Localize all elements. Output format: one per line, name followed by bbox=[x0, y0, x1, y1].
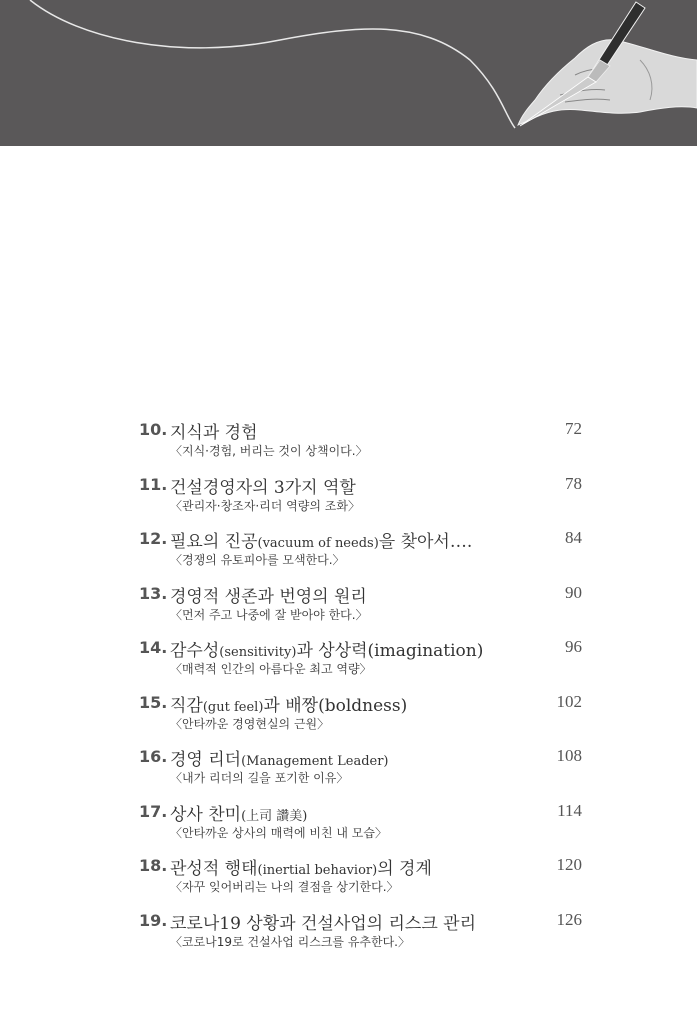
entry-title-parenthetical: (sensitivity) bbox=[219, 645, 297, 660]
entry-number: 14. bbox=[139, 638, 168, 657]
entry-title bbox=[170, 909, 476, 934]
entry-title-main: 관성적 행태 bbox=[170, 859, 258, 879]
entry-subtitle: 〈안타까운 경영현실의 근원〉 bbox=[170, 716, 330, 731]
entry-number: 17. bbox=[139, 801, 168, 821]
entry-title bbox=[170, 745, 389, 770]
toc-entry[interactable] bbox=[0, 574, 697, 628]
toc-entry[interactable] bbox=[0, 410, 697, 464]
entry-title-main: 경영적 생존과 번영의 원리 bbox=[170, 586, 367, 607]
entry-page-number: 126 bbox=[556, 909, 582, 929]
entry-title-main: 상사 찬미 bbox=[170, 804, 242, 825]
entry-title-main: 경영 리더 bbox=[170, 750, 242, 770]
entry-title bbox=[170, 800, 307, 825]
toc-entry[interactable] bbox=[0, 901, 697, 955]
entry-title-tail: 의 경계 bbox=[377, 859, 432, 879]
entry-title-main: 건설경영자의 3가지 역할 bbox=[170, 477, 356, 498]
entry-title-main: 필요의 진공 bbox=[170, 532, 258, 552]
entry-subtitle: 〈관리자·창조자·리더 역량의 조화〉 bbox=[170, 498, 360, 513]
entry-subtitle: 〈경쟁의 유토피아를 모색한다.〉 bbox=[170, 553, 345, 567]
entry-title-main: 지식과 경험 bbox=[170, 423, 258, 443]
entry-page-number: 72 bbox=[565, 419, 582, 438]
entry-title-main: 감수성 bbox=[170, 641, 220, 661]
entry-title bbox=[170, 527, 472, 552]
entry-page-number: 84 bbox=[565, 528, 582, 547]
entry-page-number: 102 bbox=[556, 691, 582, 711]
entry-number: 16. bbox=[139, 747, 168, 766]
entry-title-parenthetical: (gut feel) bbox=[202, 699, 264, 715]
entry-number: 13. bbox=[139, 583, 168, 603]
entry-title-tail: 을 찾아서…. bbox=[378, 532, 473, 552]
toc-entry[interactable] bbox=[0, 846, 697, 900]
entry-subtitle: 〈내가 리더의 길을 포기한 이유〉 bbox=[170, 771, 349, 785]
entry-subtitle: 〈코로나19로 건설사업 리스크를 유추한다.〉 bbox=[170, 934, 411, 949]
entry-page-number: 96 bbox=[565, 637, 582, 656]
toc-entry[interactable] bbox=[0, 519, 697, 573]
entry-page-number: 108 bbox=[556, 746, 582, 765]
entry-title-main: 직감 bbox=[170, 695, 203, 716]
entry-number: 10. bbox=[139, 420, 168, 439]
header-banner bbox=[0, 0, 697, 146]
entry-subtitle: 〈지식·경험, 버리는 것이 상책이다.〉 bbox=[170, 444, 368, 458]
entry-title-parenthetical: (上司 讚美) bbox=[241, 808, 308, 824]
toc-entry[interactable] bbox=[0, 737, 697, 791]
entry-page-number: 120 bbox=[556, 855, 582, 874]
entry-title bbox=[170, 636, 483, 661]
entry-title-tail: 과 배짱(boldness) bbox=[263, 695, 408, 716]
entry-subtitle: 〈매력적 인간의 아름다운 최고 역량〉 bbox=[170, 662, 372, 676]
entry-title-tail: 과 상상력(imagination) bbox=[296, 641, 484, 661]
entry-title-parenthetical: (vacuum of needs) bbox=[257, 536, 379, 551]
entry-number: 19. bbox=[139, 910, 168, 930]
toc-entry[interactable] bbox=[0, 628, 697, 682]
entry-subtitle: 〈자꾸 잊어버리는 나의 결점을 상기한다.〉 bbox=[170, 880, 399, 894]
entry-number: 15. bbox=[139, 692, 168, 712]
entry-page-number: 114 bbox=[557, 800, 582, 820]
entry-title-parenthetical: (Management Leader) bbox=[241, 754, 389, 769]
entry-page-number: 78 bbox=[565, 473, 582, 493]
entry-subtitle: 〈먼저 주고 나중에 잘 받아야 한다.〉 bbox=[170, 607, 368, 622]
entry-number: 11. bbox=[139, 474, 168, 494]
entry-number: 12. bbox=[139, 529, 168, 548]
toc-entry[interactable] bbox=[0, 465, 697, 519]
entry-title-parenthetical: (inertial behavior) bbox=[257, 863, 378, 878]
entry-title-main: 코로나19 상황과 건설사업의 리스크 관리 bbox=[170, 913, 476, 934]
entry-subtitle: 〈안타까운 상사의 매력에 비친 내 모습〉 bbox=[170, 825, 387, 840]
toc-entry[interactable] bbox=[0, 792, 697, 846]
entry-title bbox=[170, 418, 258, 443]
entry-title bbox=[170, 691, 407, 716]
entry-number: 18. bbox=[139, 856, 168, 875]
pen-hand-illustration bbox=[0, 0, 697, 146]
entry-title bbox=[170, 473, 356, 498]
entry-page-number: 90 bbox=[565, 582, 582, 602]
entry-title bbox=[170, 582, 367, 607]
toc-entry[interactable] bbox=[0, 683, 697, 737]
entry-title bbox=[170, 854, 432, 879]
